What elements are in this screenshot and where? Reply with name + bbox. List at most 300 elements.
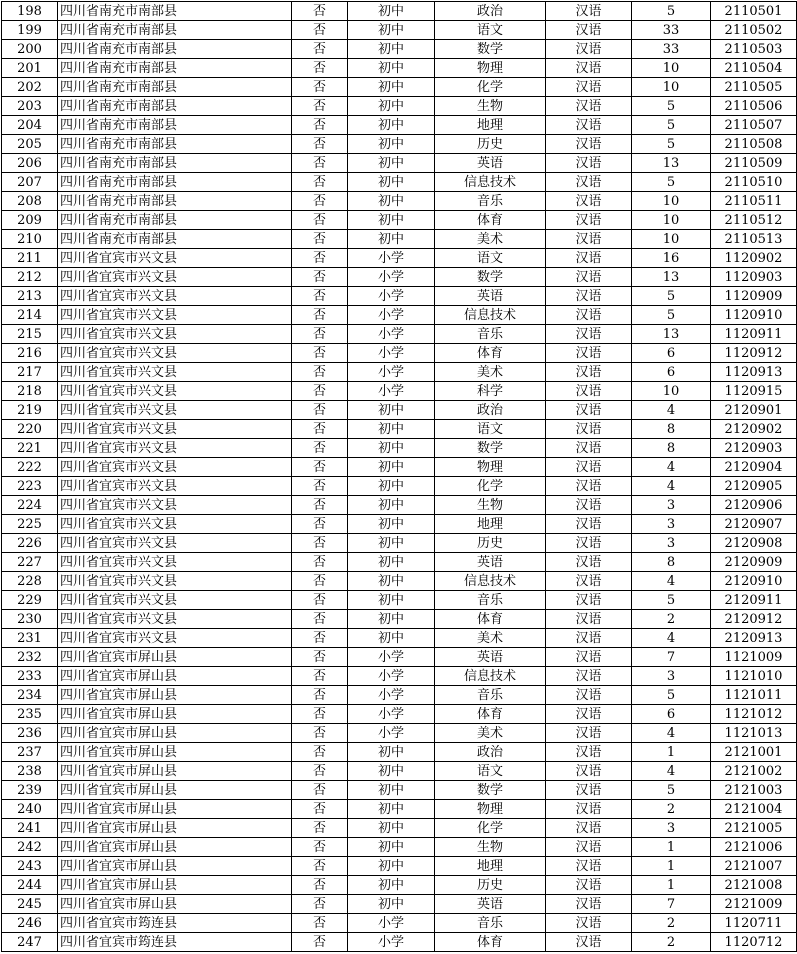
teaching-language-cell: 汉语	[546, 268, 632, 287]
teaching-language-cell: 汉语	[546, 306, 632, 325]
teaching-language-cell: 汉语	[546, 382, 632, 401]
is-minority-area-cell: 否	[292, 420, 348, 439]
school-level-cell: 小学	[348, 268, 435, 287]
school-level-cell: 初中	[348, 21, 435, 40]
position-count-cell: 5	[632, 97, 711, 116]
row-number-cell: 240	[2, 800, 58, 819]
row-number-cell: 211	[2, 249, 58, 268]
row-number-cell: 207	[2, 173, 58, 192]
position-count-cell: 33	[632, 40, 711, 59]
teaching-language-cell: 汉语	[546, 876, 632, 895]
row-number-cell: 222	[2, 458, 58, 477]
position-code-cell: 2110502	[711, 21, 797, 40]
school-level-cell: 初中	[348, 857, 435, 876]
subject-cell: 生物	[435, 97, 546, 116]
teaching-language-cell: 汉语	[546, 515, 632, 534]
subject-cell: 英语	[435, 287, 546, 306]
teaching-language-cell: 汉语	[546, 211, 632, 230]
position-count-cell: 6	[632, 705, 711, 724]
region-cell: 四川省宜宾市屏山县	[58, 648, 292, 667]
subject-cell: 美术	[435, 363, 546, 382]
is-minority-area-cell: 否	[292, 895, 348, 914]
position-code-cell: 2120906	[711, 496, 797, 515]
position-count-cell: 4	[632, 572, 711, 591]
school-level-cell: 初中	[348, 781, 435, 800]
position-count-cell: 1	[632, 838, 711, 857]
table-row	[2, 21, 797, 40]
row-number-cell: 226	[2, 534, 58, 553]
region-cell: 四川省宜宾市屏山县	[58, 743, 292, 762]
subject-cell: 美术	[435, 724, 546, 743]
school-level-cell: 小学	[348, 344, 435, 363]
table-row	[2, 78, 797, 97]
region-cell: 四川省南充市南部县	[58, 135, 292, 154]
school-level-cell: 小学	[348, 287, 435, 306]
table-row	[2, 363, 797, 382]
is-minority-area-cell: 否	[292, 800, 348, 819]
row-number-cell: 241	[2, 819, 58, 838]
is-minority-area-cell: 否	[292, 933, 348, 952]
region-cell: 四川省南充市南部县	[58, 173, 292, 192]
region-cell: 四川省南充市南部县	[58, 230, 292, 249]
position-count-cell: 5	[632, 306, 711, 325]
position-count-cell: 1	[632, 857, 711, 876]
is-minority-area-cell: 否	[292, 268, 348, 287]
row-number-cell: 201	[2, 59, 58, 78]
is-minority-area-cell: 否	[292, 2, 348, 21]
region-cell: 四川省宜宾市屏山县	[58, 686, 292, 705]
region-cell: 四川省南充市南部县	[58, 192, 292, 211]
is-minority-area-cell: 否	[292, 553, 348, 572]
position-count-cell: 3	[632, 534, 711, 553]
table-row	[2, 268, 797, 287]
table-row	[2, 230, 797, 249]
table-row	[2, 914, 797, 933]
position-count-cell: 13	[632, 154, 711, 173]
position-count-cell: 10	[632, 211, 711, 230]
position-count-cell: 5	[632, 173, 711, 192]
school-level-cell: 初中	[348, 515, 435, 534]
table-row	[2, 382, 797, 401]
row-number-cell: 242	[2, 838, 58, 857]
table-row	[2, 97, 797, 116]
subject-cell: 体育	[435, 344, 546, 363]
table-row	[2, 154, 797, 173]
position-code-cell: 1121012	[711, 705, 797, 724]
region-cell: 四川省南充市南部县	[58, 97, 292, 116]
row-number-cell: 243	[2, 857, 58, 876]
teaching-language-cell: 汉语	[546, 762, 632, 781]
row-number-cell: 208	[2, 192, 58, 211]
position-count-cell: 2	[632, 933, 711, 952]
table-row	[2, 629, 797, 648]
school-level-cell: 初中	[348, 458, 435, 477]
position-code-cell: 2120903	[711, 439, 797, 458]
school-level-cell: 小学	[348, 686, 435, 705]
position-count-cell: 1	[632, 743, 711, 762]
position-count-cell: 10	[632, 78, 711, 97]
row-number-cell: 202	[2, 78, 58, 97]
school-level-cell: 小学	[348, 325, 435, 344]
is-minority-area-cell: 否	[292, 382, 348, 401]
subject-cell: 信息技术	[435, 572, 546, 591]
teaching-language-cell: 汉语	[546, 325, 632, 344]
row-number-cell: 217	[2, 363, 58, 382]
region-cell: 四川省宜宾市筠连县	[58, 914, 292, 933]
row-number-cell: 220	[2, 420, 58, 439]
position-code-cell: 2121004	[711, 800, 797, 819]
table-row	[2, 895, 797, 914]
table-row	[2, 325, 797, 344]
is-minority-area-cell: 否	[292, 363, 348, 382]
is-minority-area-cell: 否	[292, 230, 348, 249]
position-code-cell: 2120911	[711, 591, 797, 610]
is-minority-area-cell: 否	[292, 439, 348, 458]
subject-cell: 生物	[435, 496, 546, 515]
teaching-language-cell: 汉语	[546, 610, 632, 629]
subject-cell: 政治	[435, 2, 546, 21]
region-cell: 四川省宜宾市兴文县	[58, 249, 292, 268]
region-cell: 四川省宜宾市兴文县	[58, 572, 292, 591]
subject-cell: 科学	[435, 382, 546, 401]
school-level-cell: 初中	[348, 59, 435, 78]
region-cell: 四川省宜宾市兴文县	[58, 629, 292, 648]
school-level-cell: 初中	[348, 534, 435, 553]
school-level-cell: 初中	[348, 2, 435, 21]
position-count-cell: 4	[632, 401, 711, 420]
region-cell: 四川省宜宾市兴文县	[58, 439, 292, 458]
table-row	[2, 515, 797, 534]
region-cell: 四川省宜宾市屏山县	[58, 762, 292, 781]
teaching-language-cell: 汉语	[546, 800, 632, 819]
row-number-cell: 216	[2, 344, 58, 363]
row-number-cell: 205	[2, 135, 58, 154]
subject-cell: 美术	[435, 230, 546, 249]
region-cell: 四川省宜宾市屏山县	[58, 667, 292, 686]
region-cell: 四川省宜宾市兴文县	[58, 344, 292, 363]
position-code-cell: 1120903	[711, 268, 797, 287]
is-minority-area-cell: 否	[292, 173, 348, 192]
row-number-cell: 218	[2, 382, 58, 401]
teaching-language-cell: 汉语	[546, 781, 632, 800]
position-count-cell: 3	[632, 496, 711, 515]
row-number-cell: 235	[2, 705, 58, 724]
position-count-cell: 13	[632, 268, 711, 287]
school-level-cell: 初中	[348, 192, 435, 211]
table-row	[2, 477, 797, 496]
position-code-cell: 2110501	[711, 2, 797, 21]
subject-cell: 英语	[435, 154, 546, 173]
position-code-cell: 2110503	[711, 40, 797, 59]
position-code-cell: 2120905	[711, 477, 797, 496]
table-row	[2, 591, 797, 610]
row-number-cell: 227	[2, 553, 58, 572]
row-number-cell: 199	[2, 21, 58, 40]
table-row	[2, 306, 797, 325]
subject-cell: 物理	[435, 458, 546, 477]
subject-cell: 音乐	[435, 914, 546, 933]
position-count-cell: 4	[632, 458, 711, 477]
is-minority-area-cell: 否	[292, 306, 348, 325]
is-minority-area-cell: 否	[292, 857, 348, 876]
position-count-cell: 33	[632, 21, 711, 40]
school-level-cell: 初中	[348, 553, 435, 572]
row-number-cell: 245	[2, 895, 58, 914]
position-count-cell: 5	[632, 116, 711, 135]
region-cell: 四川省宜宾市兴文县	[58, 401, 292, 420]
teaching-language-cell: 汉语	[546, 344, 632, 363]
position-count-cell: 2	[632, 610, 711, 629]
table-row	[2, 2, 797, 21]
region-cell: 四川省宜宾市兴文县	[58, 325, 292, 344]
teaching-language-cell: 汉语	[546, 477, 632, 496]
is-minority-area-cell: 否	[292, 78, 348, 97]
is-minority-area-cell: 否	[292, 40, 348, 59]
position-count-cell: 2	[632, 914, 711, 933]
table-row	[2, 705, 797, 724]
region-cell: 四川省宜宾市筠连县	[58, 933, 292, 952]
subject-cell: 地理	[435, 116, 546, 135]
teaching-language-cell: 汉语	[546, 173, 632, 192]
region-cell: 四川省南充市南部县	[58, 2, 292, 21]
is-minority-area-cell: 否	[292, 667, 348, 686]
position-code-cell: 2110512	[711, 211, 797, 230]
school-level-cell: 初中	[348, 154, 435, 173]
region-cell: 四川省宜宾市屏山县	[58, 705, 292, 724]
position-count-cell: 7	[632, 648, 711, 667]
teaching-language-cell: 汉语	[546, 363, 632, 382]
school-level-cell: 小学	[348, 363, 435, 382]
position-count-cell: 1	[632, 876, 711, 895]
table-row	[2, 857, 797, 876]
position-count-cell: 8	[632, 420, 711, 439]
table-row	[2, 420, 797, 439]
row-number-cell: 198	[2, 2, 58, 21]
school-level-cell: 小学	[348, 249, 435, 268]
table-row	[2, 135, 797, 154]
subject-cell: 体育	[435, 610, 546, 629]
region-cell: 四川省南充市南部县	[58, 40, 292, 59]
position-code-cell: 2120908	[711, 534, 797, 553]
position-count-cell: 4	[632, 762, 711, 781]
region-cell: 四川省宜宾市兴文县	[58, 610, 292, 629]
school-level-cell: 小学	[348, 382, 435, 401]
position-code-cell: 1120902	[711, 249, 797, 268]
region-cell: 四川省南充市南部县	[58, 78, 292, 97]
table-row	[2, 211, 797, 230]
position-count-cell: 4	[632, 724, 711, 743]
is-minority-area-cell: 否	[292, 591, 348, 610]
teaching-language-cell: 汉语	[546, 458, 632, 477]
row-number-cell: 228	[2, 572, 58, 591]
table-row	[2, 59, 797, 78]
teaching-language-cell: 汉语	[546, 914, 632, 933]
position-code-cell: 1120711	[711, 914, 797, 933]
subject-cell: 数学	[435, 40, 546, 59]
is-minority-area-cell: 否	[292, 154, 348, 173]
is-minority-area-cell: 否	[292, 192, 348, 211]
position-code-cell: 2120904	[711, 458, 797, 477]
subject-cell: 体育	[435, 211, 546, 230]
table-row	[2, 553, 797, 572]
position-code-cell: 1121013	[711, 724, 797, 743]
position-count-cell: 3	[632, 515, 711, 534]
position-count-cell: 10	[632, 192, 711, 211]
teaching-language-cell: 汉语	[546, 895, 632, 914]
row-number-cell: 244	[2, 876, 58, 895]
subject-cell: 信息技术	[435, 667, 546, 686]
school-level-cell: 初中	[348, 629, 435, 648]
is-minority-area-cell: 否	[292, 325, 348, 344]
table-row	[2, 667, 797, 686]
teaching-language-cell: 汉语	[546, 439, 632, 458]
position-code-cell: 2121006	[711, 838, 797, 857]
position-code-cell: 2110510	[711, 173, 797, 192]
position-code-cell: 2121001	[711, 743, 797, 762]
region-cell: 四川省宜宾市兴文县	[58, 287, 292, 306]
row-number-cell: 214	[2, 306, 58, 325]
teaching-language-cell: 汉语	[546, 116, 632, 135]
position-count-cell: 8	[632, 439, 711, 458]
is-minority-area-cell: 否	[292, 648, 348, 667]
row-number-cell: 236	[2, 724, 58, 743]
subject-cell: 历史	[435, 876, 546, 895]
row-number-cell: 203	[2, 97, 58, 116]
position-code-cell: 1120915	[711, 382, 797, 401]
subject-cell: 体育	[435, 933, 546, 952]
table-row	[2, 173, 797, 192]
table-row	[2, 819, 797, 838]
position-count-cell: 4	[632, 477, 711, 496]
teaching-language-cell: 汉语	[546, 287, 632, 306]
position-count-cell: 5	[632, 781, 711, 800]
position-code-cell: 1121011	[711, 686, 797, 705]
position-code-cell: 1120909	[711, 287, 797, 306]
is-minority-area-cell: 否	[292, 249, 348, 268]
position-code-cell: 2120902	[711, 420, 797, 439]
table-row	[2, 800, 797, 819]
row-number-cell: 219	[2, 401, 58, 420]
row-number-cell: 234	[2, 686, 58, 705]
position-code-cell: 2110508	[711, 135, 797, 154]
subject-cell: 语文	[435, 21, 546, 40]
region-cell: 四川省南充市南部县	[58, 59, 292, 78]
school-level-cell: 初中	[348, 211, 435, 230]
school-level-cell: 小学	[348, 914, 435, 933]
table-row	[2, 287, 797, 306]
school-level-cell: 小学	[348, 648, 435, 667]
position-count-cell: 10	[632, 59, 711, 78]
region-cell: 四川省宜宾市兴文县	[58, 420, 292, 439]
is-minority-area-cell: 否	[292, 287, 348, 306]
region-cell: 四川省宜宾市屏山县	[58, 819, 292, 838]
position-code-cell: 2121002	[711, 762, 797, 781]
school-level-cell: 初中	[348, 876, 435, 895]
table-row	[2, 192, 797, 211]
position-count-cell: 10	[632, 230, 711, 249]
teaching-language-cell: 汉语	[546, 78, 632, 97]
position-code-cell: 2120912	[711, 610, 797, 629]
is-minority-area-cell: 否	[292, 515, 348, 534]
position-code-cell: 1121009	[711, 648, 797, 667]
row-number-cell: 224	[2, 496, 58, 515]
teaching-language-cell: 汉语	[546, 629, 632, 648]
school-level-cell: 初中	[348, 439, 435, 458]
position-count-cell: 10	[632, 382, 711, 401]
teaching-language-cell: 汉语	[546, 97, 632, 116]
subject-cell: 语文	[435, 762, 546, 781]
position-code-cell: 2121008	[711, 876, 797, 895]
is-minority-area-cell: 否	[292, 705, 348, 724]
row-number-cell: 239	[2, 781, 58, 800]
subject-cell: 数学	[435, 268, 546, 287]
position-code-cell: 2120901	[711, 401, 797, 420]
is-minority-area-cell: 否	[292, 686, 348, 705]
position-code-cell: 1120911	[711, 325, 797, 344]
table-row	[2, 40, 797, 59]
is-minority-area-cell: 否	[292, 97, 348, 116]
table-row	[2, 686, 797, 705]
is-minority-area-cell: 否	[292, 135, 348, 154]
subject-cell: 物理	[435, 800, 546, 819]
position-count-cell: 6	[632, 363, 711, 382]
teaching-language-cell: 汉语	[546, 21, 632, 40]
is-minority-area-cell: 否	[292, 572, 348, 591]
subject-cell: 化学	[435, 78, 546, 97]
region-cell: 四川省南充市南部县	[58, 21, 292, 40]
table-row	[2, 724, 797, 743]
position-code-cell: 2110511	[711, 192, 797, 211]
teaching-language-cell: 汉语	[546, 59, 632, 78]
subject-cell: 英语	[435, 553, 546, 572]
teaching-language-cell: 汉语	[546, 724, 632, 743]
is-minority-area-cell: 否	[292, 610, 348, 629]
position-code-cell: 2110505	[711, 78, 797, 97]
subject-cell: 政治	[435, 743, 546, 762]
teaching-language-cell: 汉语	[546, 648, 632, 667]
subject-cell: 数学	[435, 439, 546, 458]
is-minority-area-cell: 否	[292, 819, 348, 838]
table-row	[2, 648, 797, 667]
teaching-language-cell: 汉语	[546, 496, 632, 515]
table-body	[2, 2, 797, 952]
is-minority-area-cell: 否	[292, 116, 348, 135]
position-count-cell: 4	[632, 629, 711, 648]
school-level-cell: 初中	[348, 800, 435, 819]
subject-cell: 地理	[435, 515, 546, 534]
school-level-cell: 初中	[348, 572, 435, 591]
position-code-cell: 2120907	[711, 515, 797, 534]
row-number-cell: 200	[2, 40, 58, 59]
teaching-language-cell: 汉语	[546, 401, 632, 420]
teaching-language-cell: 汉语	[546, 192, 632, 211]
school-level-cell: 初中	[348, 420, 435, 439]
table-row	[2, 116, 797, 135]
teaching-language-cell: 汉语	[546, 591, 632, 610]
position-count-cell: 8	[632, 553, 711, 572]
region-cell: 四川省宜宾市兴文县	[58, 306, 292, 325]
position-count-cell: 3	[632, 667, 711, 686]
table-row	[2, 933, 797, 952]
teaching-language-cell: 汉语	[546, 40, 632, 59]
teaching-language-cell: 汉语	[546, 819, 632, 838]
position-code-cell: 1121010	[711, 667, 797, 686]
teaching-language-cell: 汉语	[546, 572, 632, 591]
teaching-language-cell: 汉语	[546, 534, 632, 553]
school-level-cell: 初中	[348, 610, 435, 629]
region-cell: 四川省宜宾市屏山县	[58, 895, 292, 914]
is-minority-area-cell: 否	[292, 876, 348, 895]
